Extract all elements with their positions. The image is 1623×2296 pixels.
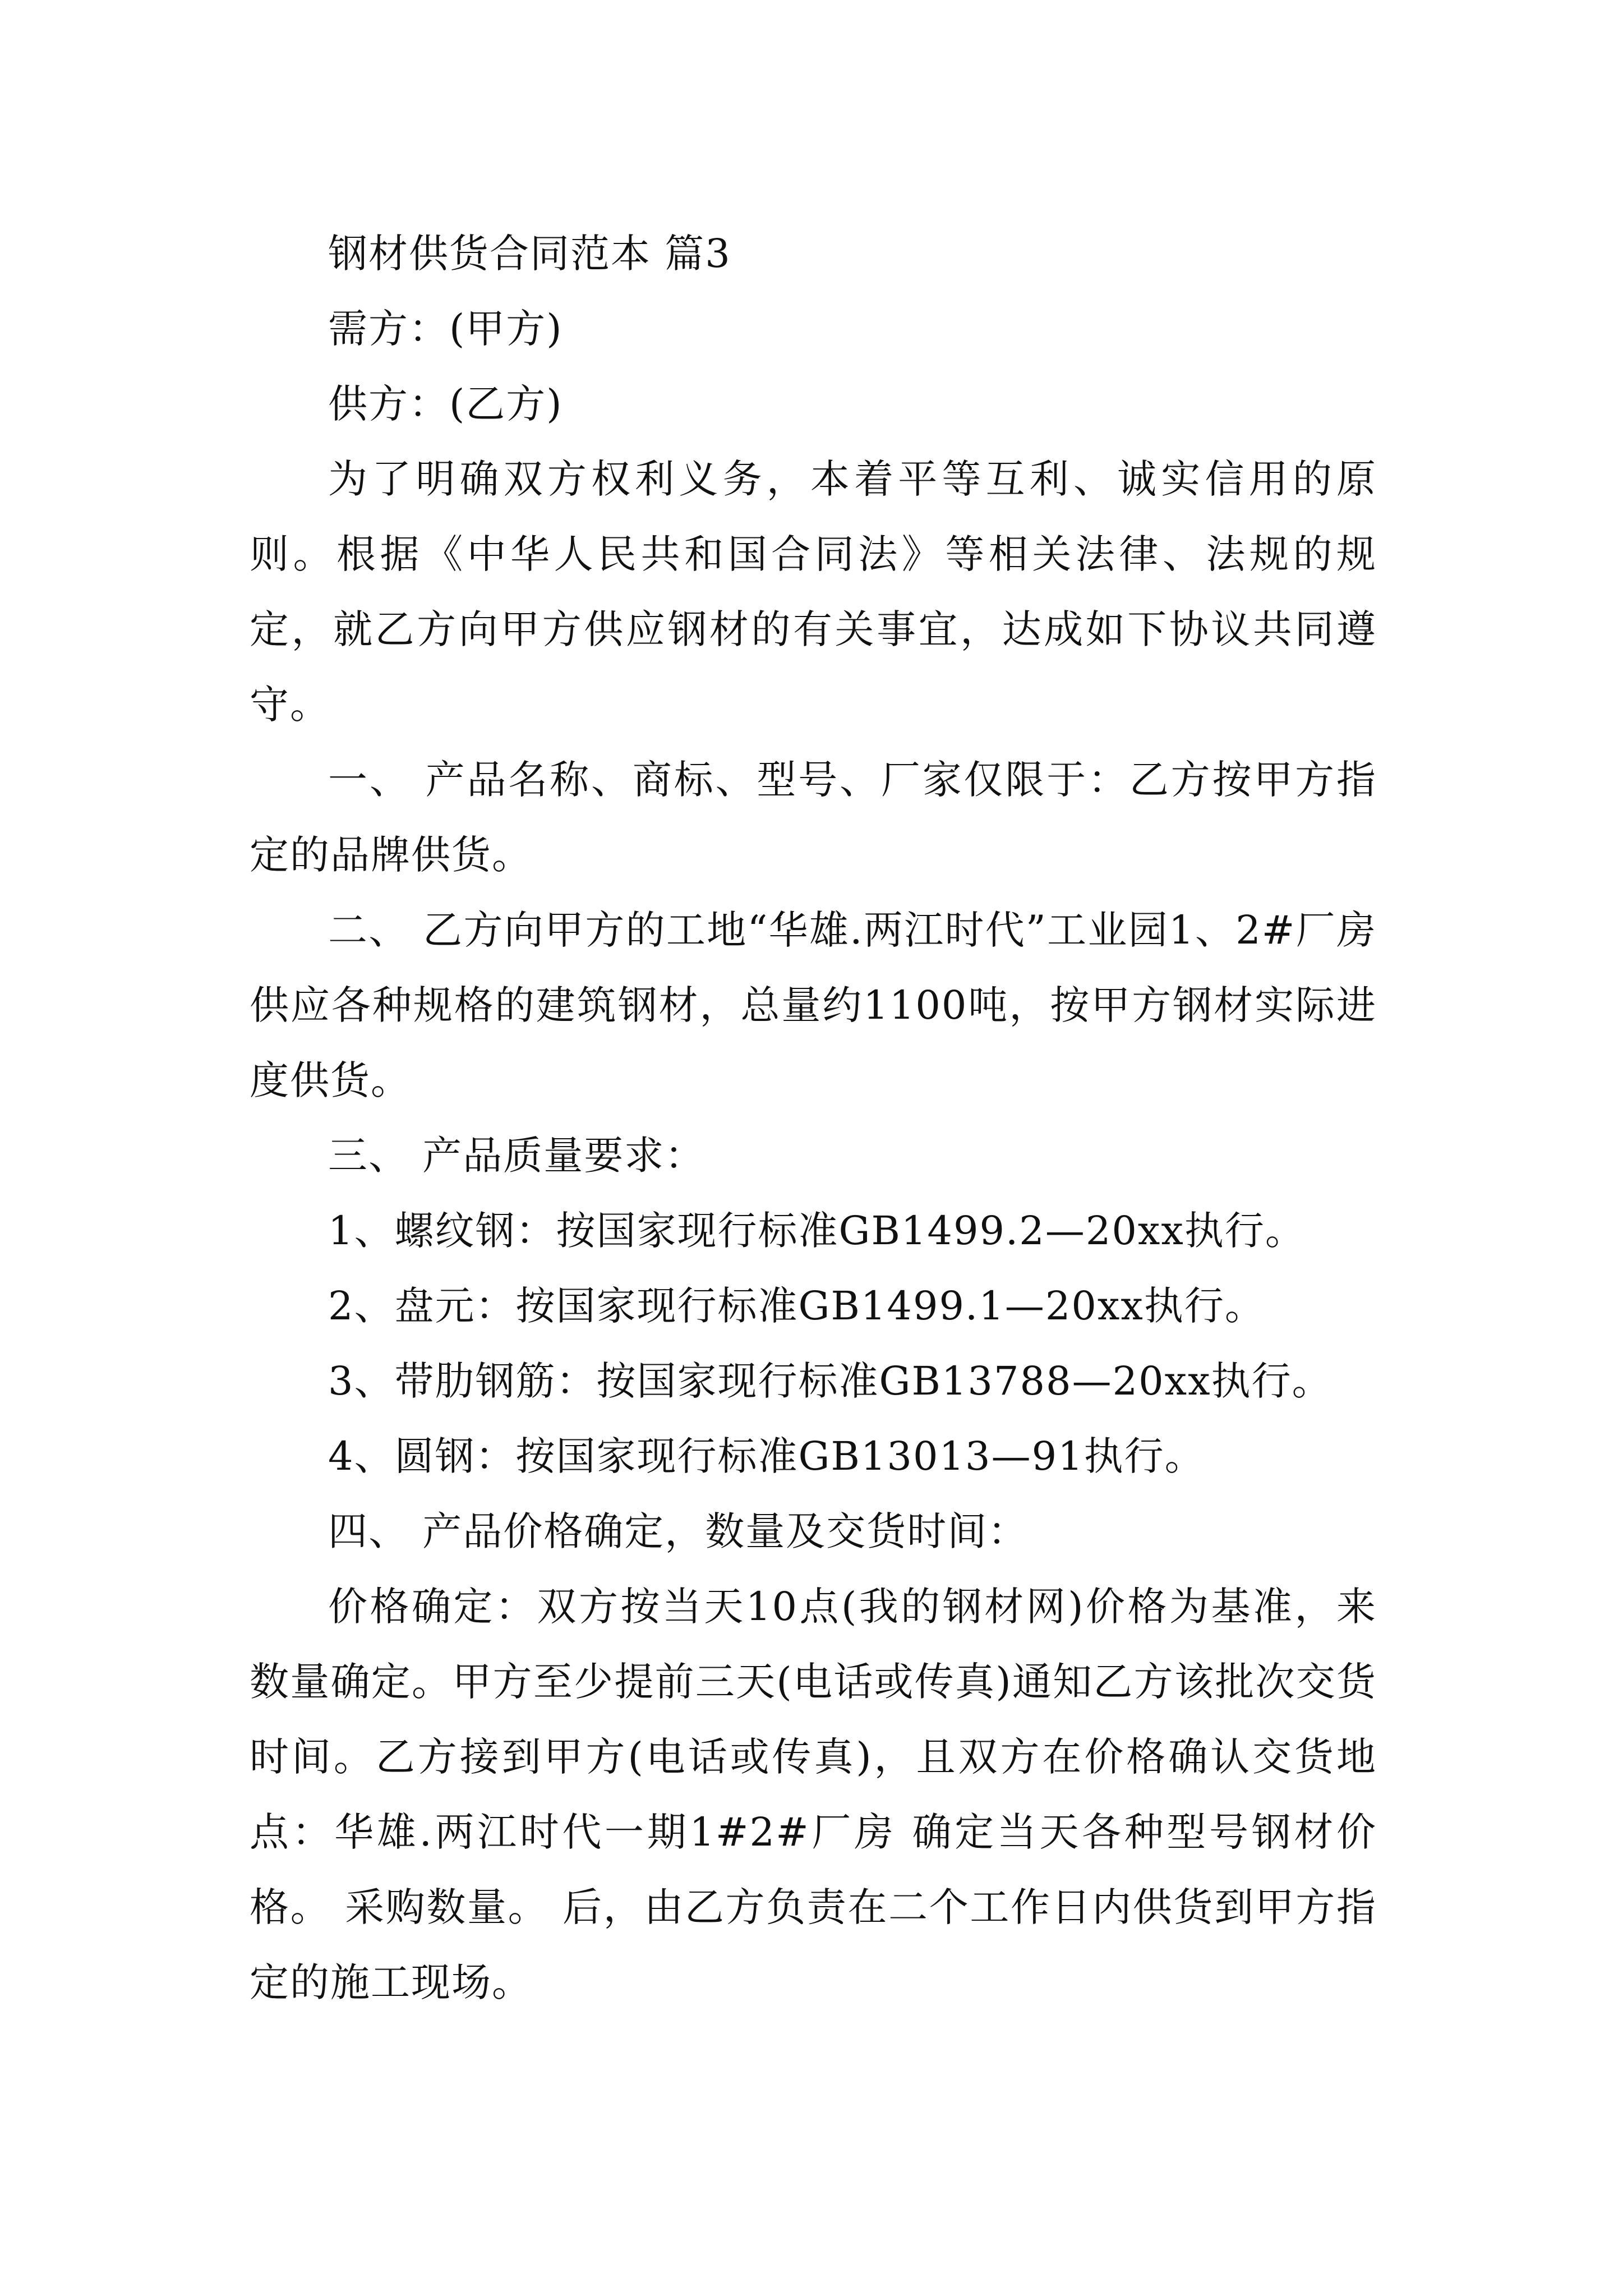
price-paragraph: 价格确定：双方按当天10点(我的钢材网)价格为基准，来数量确定。甲方至少提前三天(电话或传真)通知乙方该批次交货时间。乙方接到甲方(电话或传真)，且双方在价格确认交货地点：华雄.两江时代一期1#2#厂房 确定当天各种型号钢材价格。 采购数量。 后，由乙方负责在二个工作日内供货到甲方指定的施工现场。 <box>250 1584 1377 2005</box>
quality-item-3: 3、带肋钢筋：按国家现行标准GB13788—20xx执行。 <box>328 1358 1332 1404</box>
party-b-line: 供方：(乙方) <box>328 381 563 427</box>
quality-item-1: 1、螺纹钢：按国家现行标准GB1499.2—20xx执行。 <box>328 1208 1306 1254</box>
party-a-line: 需方：(甲方) <box>328 306 563 352</box>
quality-item-2: 2、盘元：按国家现行标准GB1499.1—20xx执行。 <box>328 1283 1265 1329</box>
preamble-paragraph: 为了明确双方权利义务，本着平等互利、诚实信用的原则。根据《中华人民共和国合同法》等相关法律、法规的规定，就乙方向甲方供应钢材的有关事宜，达成如下协议共同遵守。 <box>250 456 1377 728</box>
clause-four-heading: 四、 产品价格确定，数量及交货时间： <box>328 1508 1029 1554</box>
clause-one: 一、 产品名称、商标、型号、厂家仅限于：乙方按甲方指定的品牌供货。 <box>250 757 1377 878</box>
document-title: 钢材供货合同范本 篇3 <box>328 231 731 277</box>
clause-three-heading: 三、 产品质量要求： <box>328 1133 706 1179</box>
quality-item-4: 4、圆钢：按国家现行标准GB13013—91执行。 <box>328 1433 1205 1479</box>
clause-two: 二、 乙方向甲方的工地“华雄.两江时代”工业园1、2#厂房供应各种规格的建筑钢材，总量约1100吨，按甲方钢材实际进度供货。 <box>250 907 1377 1103</box>
document-body <box>250 216 1377 2020</box>
